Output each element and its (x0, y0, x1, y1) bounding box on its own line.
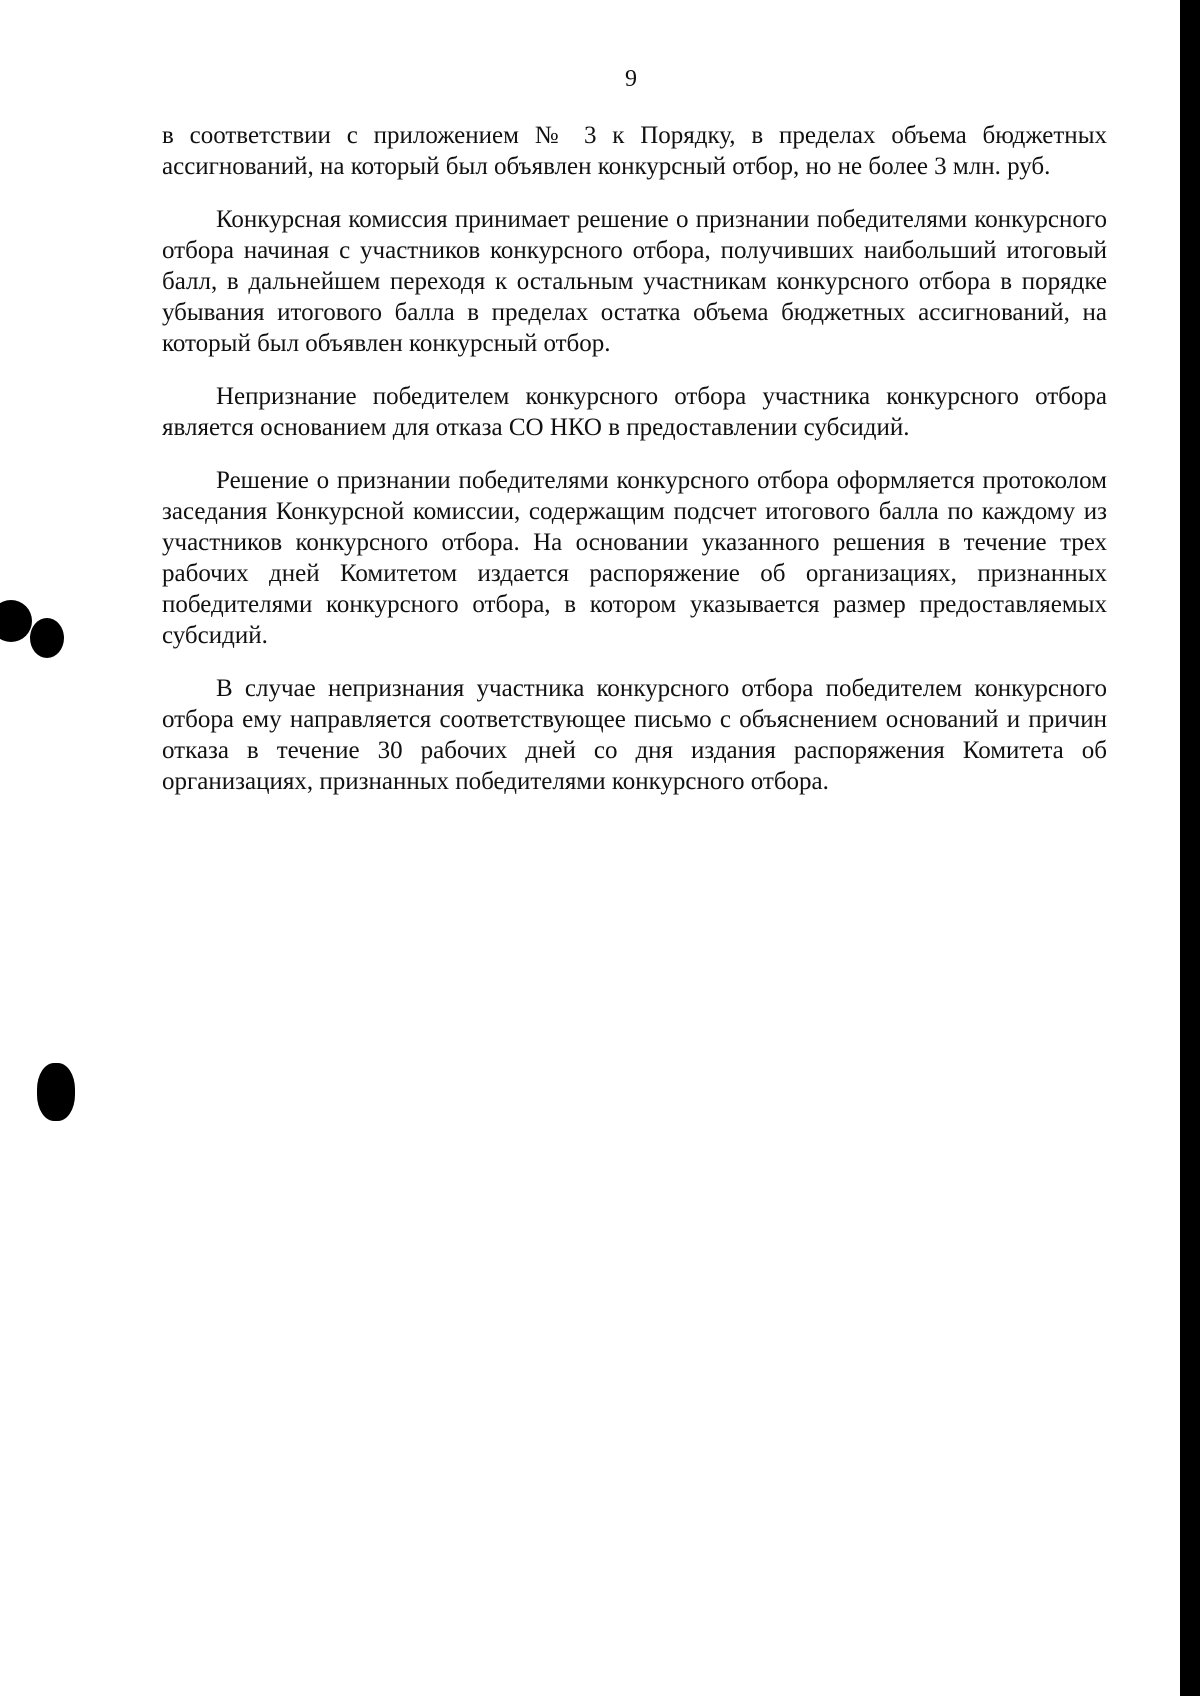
document-body (162, 120, 1107, 819)
punch-hole-mark (37, 1063, 75, 1121)
punch-hole-mark (30, 618, 64, 658)
paragraph-protocol: Решение о признании победителями конкурсного отбора оформляется протоколом заседания Конкурсной комиссии, содержащим подсчет итогового балла по каждому из участников конкурсного отбора. На основании указанного решения в течение трех рабочих дней Комитетом издается распоряжение об организациях, признанных победителями конкурсного отбора, в котором указывается размер предоставляемых субсидий. (162, 467, 1107, 649)
punch-hole-mark (0, 600, 32, 642)
page-number: 9 (625, 66, 637, 92)
scan-border (1180, 0, 1200, 1696)
paragraph-refusal-letter: В случае непризнания участника конкурсного отбора победителем конкурсного отбора ему направляется соответствующее письмо с объяснением оснований и причин отказа в течение 30 рабочих дней со дня издания распоряжения Комитета об организациях, признанных победителями конкурсного отбора. (162, 675, 1107, 795)
paragraph-continuation: в соответствии с приложением № 3 к Порядку, в пределах объема бюджетных ассигнований, на который был объявлен конкурсный отбор, но не более 3 млн. руб. (162, 122, 1107, 180)
paragraph-winner-decision: Конкурсная комиссия принимает решение о признании победителями конкурсного отбора начиная с участников конкурсного отбора, получивших наибольший итоговый балл, в дальнейшем переходя к остальным участникам конкурсного отбора в порядке убывания итогового балла в пределах остатка объема бюджетных ассигнований, на который был объявлен конкурсный отбор. (162, 206, 1107, 357)
paragraph-non-recognition: Непризнание победителем конкурсного отбора участника конкурсного отбора является основанием для отказа СО НКО в предоставлении субсидий. (162, 383, 1107, 441)
